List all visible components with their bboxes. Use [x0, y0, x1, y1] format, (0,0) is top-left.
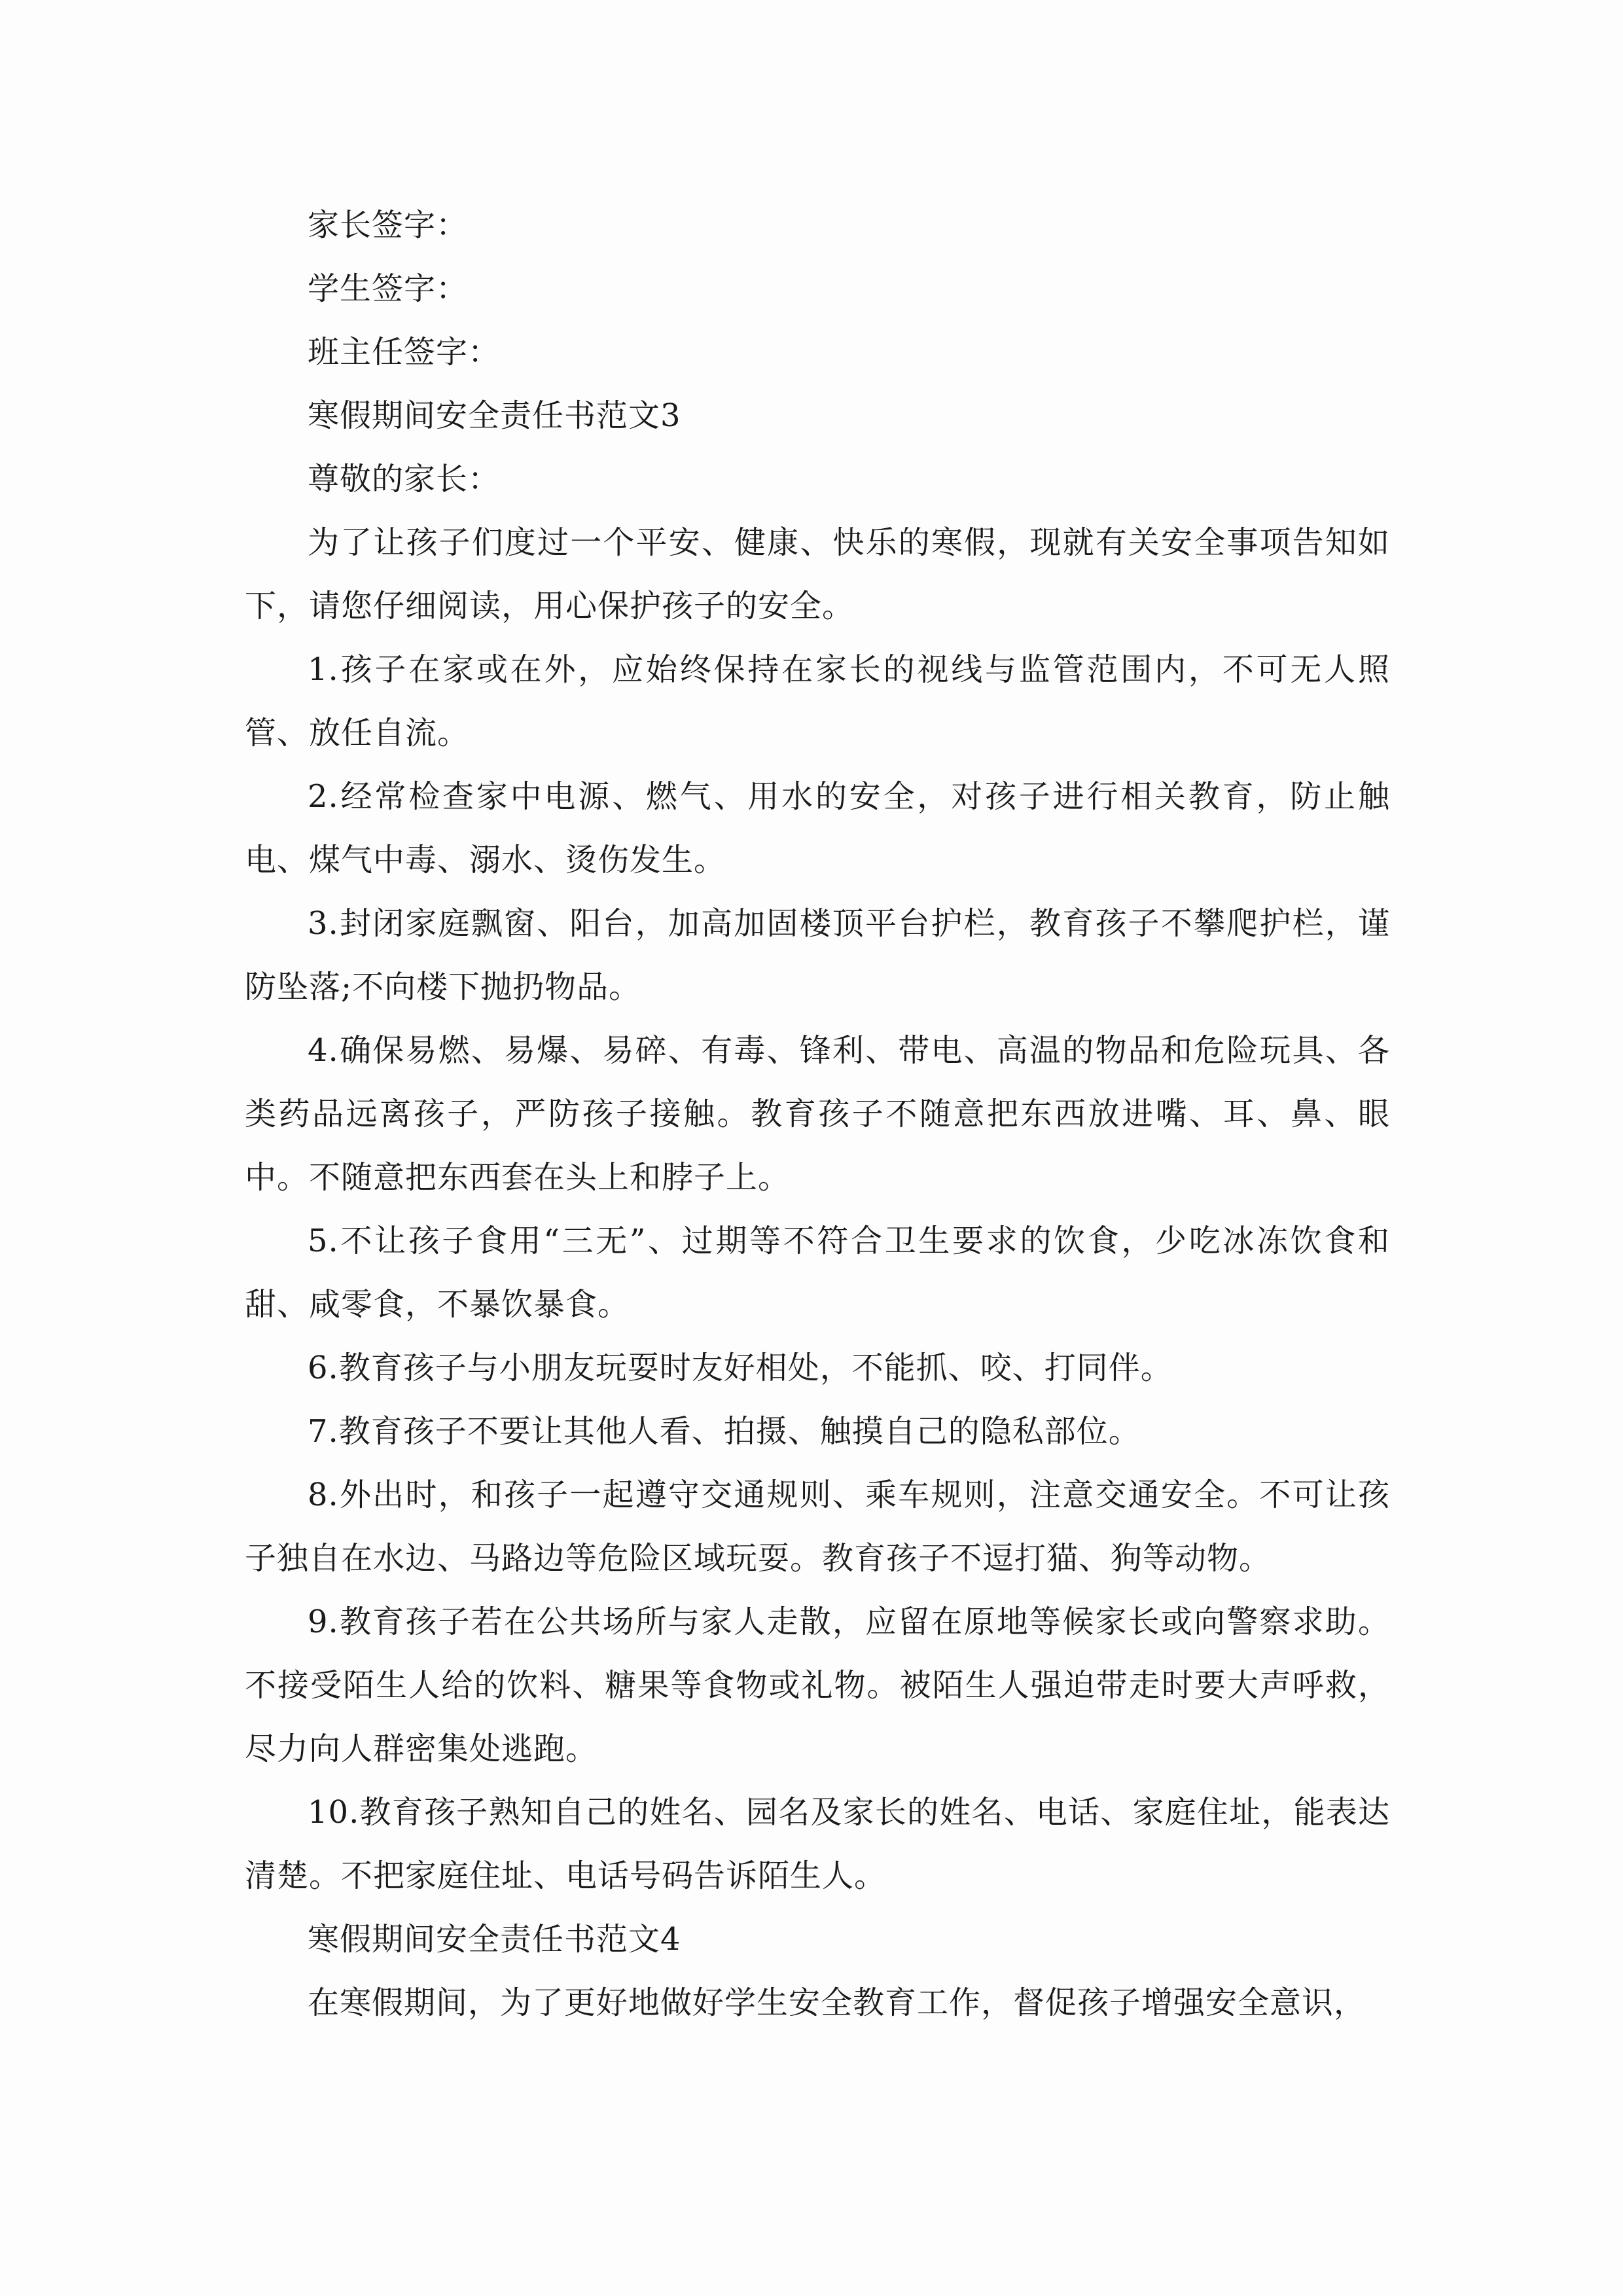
rule-item-4: 4.确保易燃、易爆、易碎、有毒、锋利、带电、高温的物品和危险玩具、各类药品远离孩子，严防孩子接触。教育孩子不随意把东西放进嘴、耳、鼻、眼中。不随意把东西套在头上和脖子上。: [245, 1032, 1390, 1196]
rule-item-10: 10.教育孩子熟知自己的姓名、园名及家长的姓名、电话、家庭住址，能表达清楚。不把家庭住址、电话号码告诉陌生人。: [245, 1794, 1390, 1894]
student-signature-line: 学生签字：: [308, 270, 469, 307]
section-title-4: 寒假期间安全责任书范文4: [308, 1921, 681, 1958]
rule-item-5: 5.不让孩子食用“三无”、过期等不符合卫生要求的饮食，少吃冰冻饮食和甜、咸零食，不暴饮暴食。: [245, 1223, 1390, 1323]
rule-item-8: 8.外出时，和孩子一起遵守交通规则、乘车规则，注意交通安全。不可让孩子独自在水边、马路边等危险区域玩耍。教育孩子不逗打猫、狗等动物。: [245, 1477, 1390, 1577]
teacher-signature-line: 班主任签字：: [308, 334, 501, 370]
parent-signature-line: 家长签字：: [308, 207, 469, 243]
rule-item-3: 3.封闭家庭飘窗、阳台，加高加固楼顶平台护栏，教育孩子不攀爬护栏，谨防坠落;不向楼下抛扔物品。: [245, 905, 1390, 1005]
salutation: 尊敬的家长：: [308, 461, 501, 497]
rule-item-2: 2.经常检查家中电源、燃气、用水的安全，对孩子进行相关教育，防止触电、煤气中毒、溺水、烫伤发生。: [245, 778, 1390, 878]
section-title-3: 寒假期间安全责任书范文3: [308, 397, 681, 434]
rule-item-1: 1.孩子在家或在外，应始终保持在家长的视线与监管范围内，不可无人照管、放任自流。: [245, 651, 1390, 751]
rule-item-7: 7.教育孩子不要让其他人看、拍摄、触摸自己的隐私部位。: [308, 1413, 1141, 1450]
rule-item-9: 9.教育孩子若在公共场所与家人走散，应留在原地等候家长或向警察求助。不接受陌生人给的饮料、糖果等食物或礼物。被陌生人强迫带走时要大声呼救，尽力向人群密集处逃跑。: [245, 1604, 1390, 1767]
section-4-intro: 在寒假期间，为了更好地做好学生安全教育工作，督促孩子增强安全意识，: [308, 1984, 1366, 2021]
rule-item-6: 6.教育孩子与小朋友玩耍时友好相处，不能抓、咬、打同伴。: [308, 1350, 1173, 1386]
document-body: [245, 194, 1390, 2035]
intro-paragraph: 为了让孩子们度过一个平安、健康、快乐的寒假，现就有关安全事项告知如下，请您仔细阅读，用心保护孩子的安全。: [245, 524, 1390, 624]
